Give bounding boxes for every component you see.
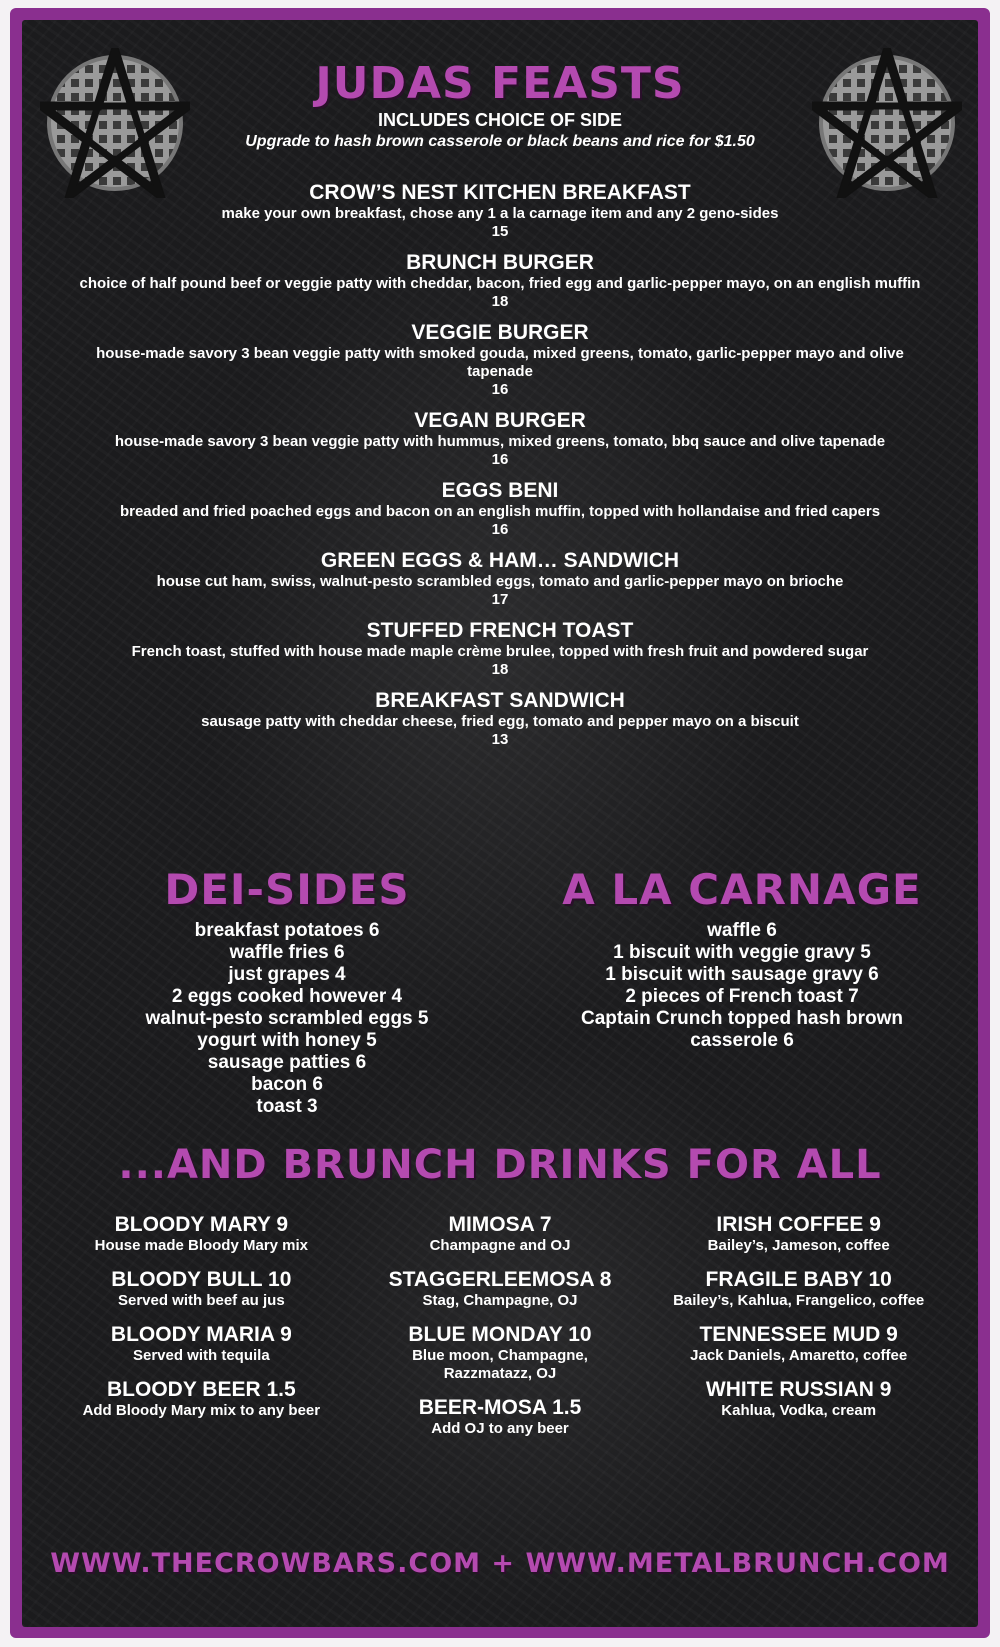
drinks-column — [52, 1213, 351, 1451]
drink-description: Add Bloody Mary mix to any beer — [82, 1402, 321, 1419]
drink-item — [649, 1268, 948, 1310]
feasts-subtitle: INCLUDES CHOICE OF SIDE — [377, 110, 623, 130]
side-item: just grapes 4 — [228, 964, 346, 985]
side-item: yogurt with honey 5 — [197, 1030, 377, 1051]
side-item: sausage patties 6 — [207, 1052, 367, 1073]
drink-description: Bailey’s, Jameson, coffee — [707, 1237, 890, 1254]
menu-item — [62, 250, 938, 311]
drink-item — [52, 1378, 351, 1420]
item-description: make your own breakfast, chose any 1 a la carnage item and any 2 geno-sides — [221, 205, 779, 222]
menu-item — [62, 548, 938, 609]
carnage-title: A LA CARNAGE — [562, 865, 922, 914]
item-description: breaded and fried poached eggs and bacon on an english muffin, topped with hollandaise and fried capers — [119, 503, 881, 520]
drink-name: BLOODY BULL 10 — [111, 1268, 292, 1291]
drink-item — [351, 1396, 650, 1438]
drink-item — [649, 1378, 948, 1420]
drink-item — [52, 1268, 351, 1310]
item-name: GREEN EGGS & HAM… SANDWICH — [320, 549, 680, 572]
drink-name: BLOODY MARIA 9 — [110, 1323, 292, 1346]
drink-name: BLOODY MARY 9 — [114, 1213, 289, 1236]
item-description: house-made savory 3 bean veggie patty with smoked gouda, mixed greens, tomato, garlic-pepper mayo and olive tapenade — [96, 345, 904, 380]
carnage-item: 1 biscuit with veggie gravy 5 — [613, 942, 871, 963]
drink-item — [52, 1323, 351, 1365]
drink-name: FRAGILE BABY 10 — [705, 1268, 892, 1291]
drink-description: Blue moon, Champagne, Razzmatazz, OJ — [412, 1347, 588, 1382]
menu-board — [22, 20, 978, 1627]
drinks-section — [52, 1213, 948, 1451]
feasts-list — [62, 180, 938, 758]
carnage-item: 2 pieces of French toast 7 — [625, 986, 859, 1007]
drink-name: MIMOSA 7 — [448, 1213, 552, 1236]
drink-description: Add OJ to any beer — [431, 1420, 569, 1437]
side-item: breakfast potatoes 6 — [194, 920, 380, 941]
item-name: VEGAN BURGER — [414, 409, 586, 432]
drink-description: Kahlua, Vodka, cream — [721, 1402, 877, 1419]
drink-description: Jack Daniels, Amaretto, coffee — [690, 1347, 908, 1364]
menu-item — [62, 408, 938, 469]
item-price: 15 — [491, 223, 509, 240]
drink-name: BLOODY BEER 1.5 — [107, 1378, 296, 1401]
carnage-item: 1 biscuit with sausage gravy 6 — [605, 964, 879, 985]
drinks-column — [351, 1213, 650, 1451]
carnage-item: casserole 6 — [690, 1030, 794, 1051]
item-name: BREAKFAST SANDWICH — [375, 689, 625, 712]
drink-name: BEER-MOSA 1.5 — [418, 1396, 582, 1419]
side-item: waffle fries 6 — [229, 942, 345, 963]
drinks-title: ...AND BRUNCH DRINKS FOR ALL — [118, 1142, 882, 1188]
drink-item — [351, 1213, 650, 1255]
drink-description: Bailey’s, Kahlua, Frangelico, coffee — [673, 1292, 925, 1309]
drink-item — [52, 1213, 351, 1255]
item-price: 16 — [491, 381, 509, 398]
item-description: French toast, stuffed with house made maple crème brulee, topped with fresh fruit and powdered sugar — [131, 643, 869, 660]
side-item: toast 3 — [256, 1096, 318, 1117]
item-price: 16 — [491, 451, 509, 468]
drink-description: Champagne and OJ — [429, 1237, 571, 1254]
drink-item — [351, 1323, 650, 1383]
carnage-section — [542, 865, 942, 1052]
item-name: CROW’S NEST KITCHEN BREAKFAST — [309, 181, 691, 204]
menu-item — [62, 478, 938, 539]
carnage-item: waffle 6 — [707, 920, 777, 941]
sides-section — [122, 865, 452, 1118]
item-name: BRUNCH BURGER — [406, 251, 594, 274]
item-description: choice of half pound beef or veggie patty with cheddar, bacon, fried egg and garlic-pepper mayo, on an english muffin — [79, 275, 921, 292]
drink-description: House made Bloody Mary mix — [94, 1237, 309, 1254]
drink-name: WHITE RUSSIAN 9 — [705, 1378, 892, 1401]
sides-title: DEI-SIDES — [164, 865, 410, 914]
item-price: 13 — [491, 731, 509, 748]
item-description: house-made savory 3 bean veggie patty with hummus, mixed greens, tomato, bbq sauce and olive tapenade — [114, 433, 886, 450]
menu-item — [62, 688, 938, 749]
menu-item — [62, 320, 938, 399]
menu-item — [62, 180, 938, 241]
drink-item — [649, 1323, 948, 1365]
side-item: walnut-pesto scrambled eggs 5 — [145, 1008, 429, 1029]
item-description: house cut ham, swiss, walnut-pesto scrambled eggs, tomato and garlic-pepper mayo on brioche — [156, 573, 844, 590]
drink-name: STAGGERLEEMOSA 8 — [388, 1268, 612, 1291]
drink-description: Stag, Champagne, OJ — [422, 1292, 578, 1309]
feasts-title: JUDAS FEASTS — [315, 58, 685, 109]
feasts-upgrade-note: Upgrade to hash brown casserole or black beans and rice for $1.50 — [245, 133, 755, 150]
drink-name: BLUE MONDAY 10 — [408, 1323, 592, 1346]
item-price: 18 — [491, 661, 509, 678]
carnage-item: Captain Crunch topped hash brown — [581, 1008, 903, 1029]
drink-item — [351, 1268, 650, 1310]
item-description: sausage patty with cheddar cheese, fried egg, tomato and pepper mayo on a biscuit — [201, 713, 799, 730]
drink-description: Served with tequila — [132, 1347, 270, 1364]
side-item: 2 eggs cooked however 4 — [171, 986, 403, 1007]
item-price: 18 — [491, 293, 509, 310]
item-price: 16 — [491, 521, 509, 538]
item-name: EGGS BENI — [441, 479, 559, 502]
item-price: 17 — [491, 591, 509, 608]
drink-name: IRISH COFFEE 9 — [716, 1213, 881, 1236]
item-name: STUFFED FRENCH TOAST — [366, 619, 634, 642]
drink-item — [649, 1213, 948, 1255]
drink-description: Served with beef au jus — [117, 1292, 285, 1309]
footer-websites: WWW.THECROWBARS.COM + WWW.METALBRUNCH.COM — [50, 1548, 950, 1579]
menu-item — [62, 618, 938, 679]
side-item: bacon 6 — [251, 1074, 323, 1095]
item-name: VEGGIE BURGER — [411, 321, 589, 344]
drink-name: TENNESSEE MUD 9 — [699, 1323, 898, 1346]
drinks-column — [649, 1213, 948, 1451]
